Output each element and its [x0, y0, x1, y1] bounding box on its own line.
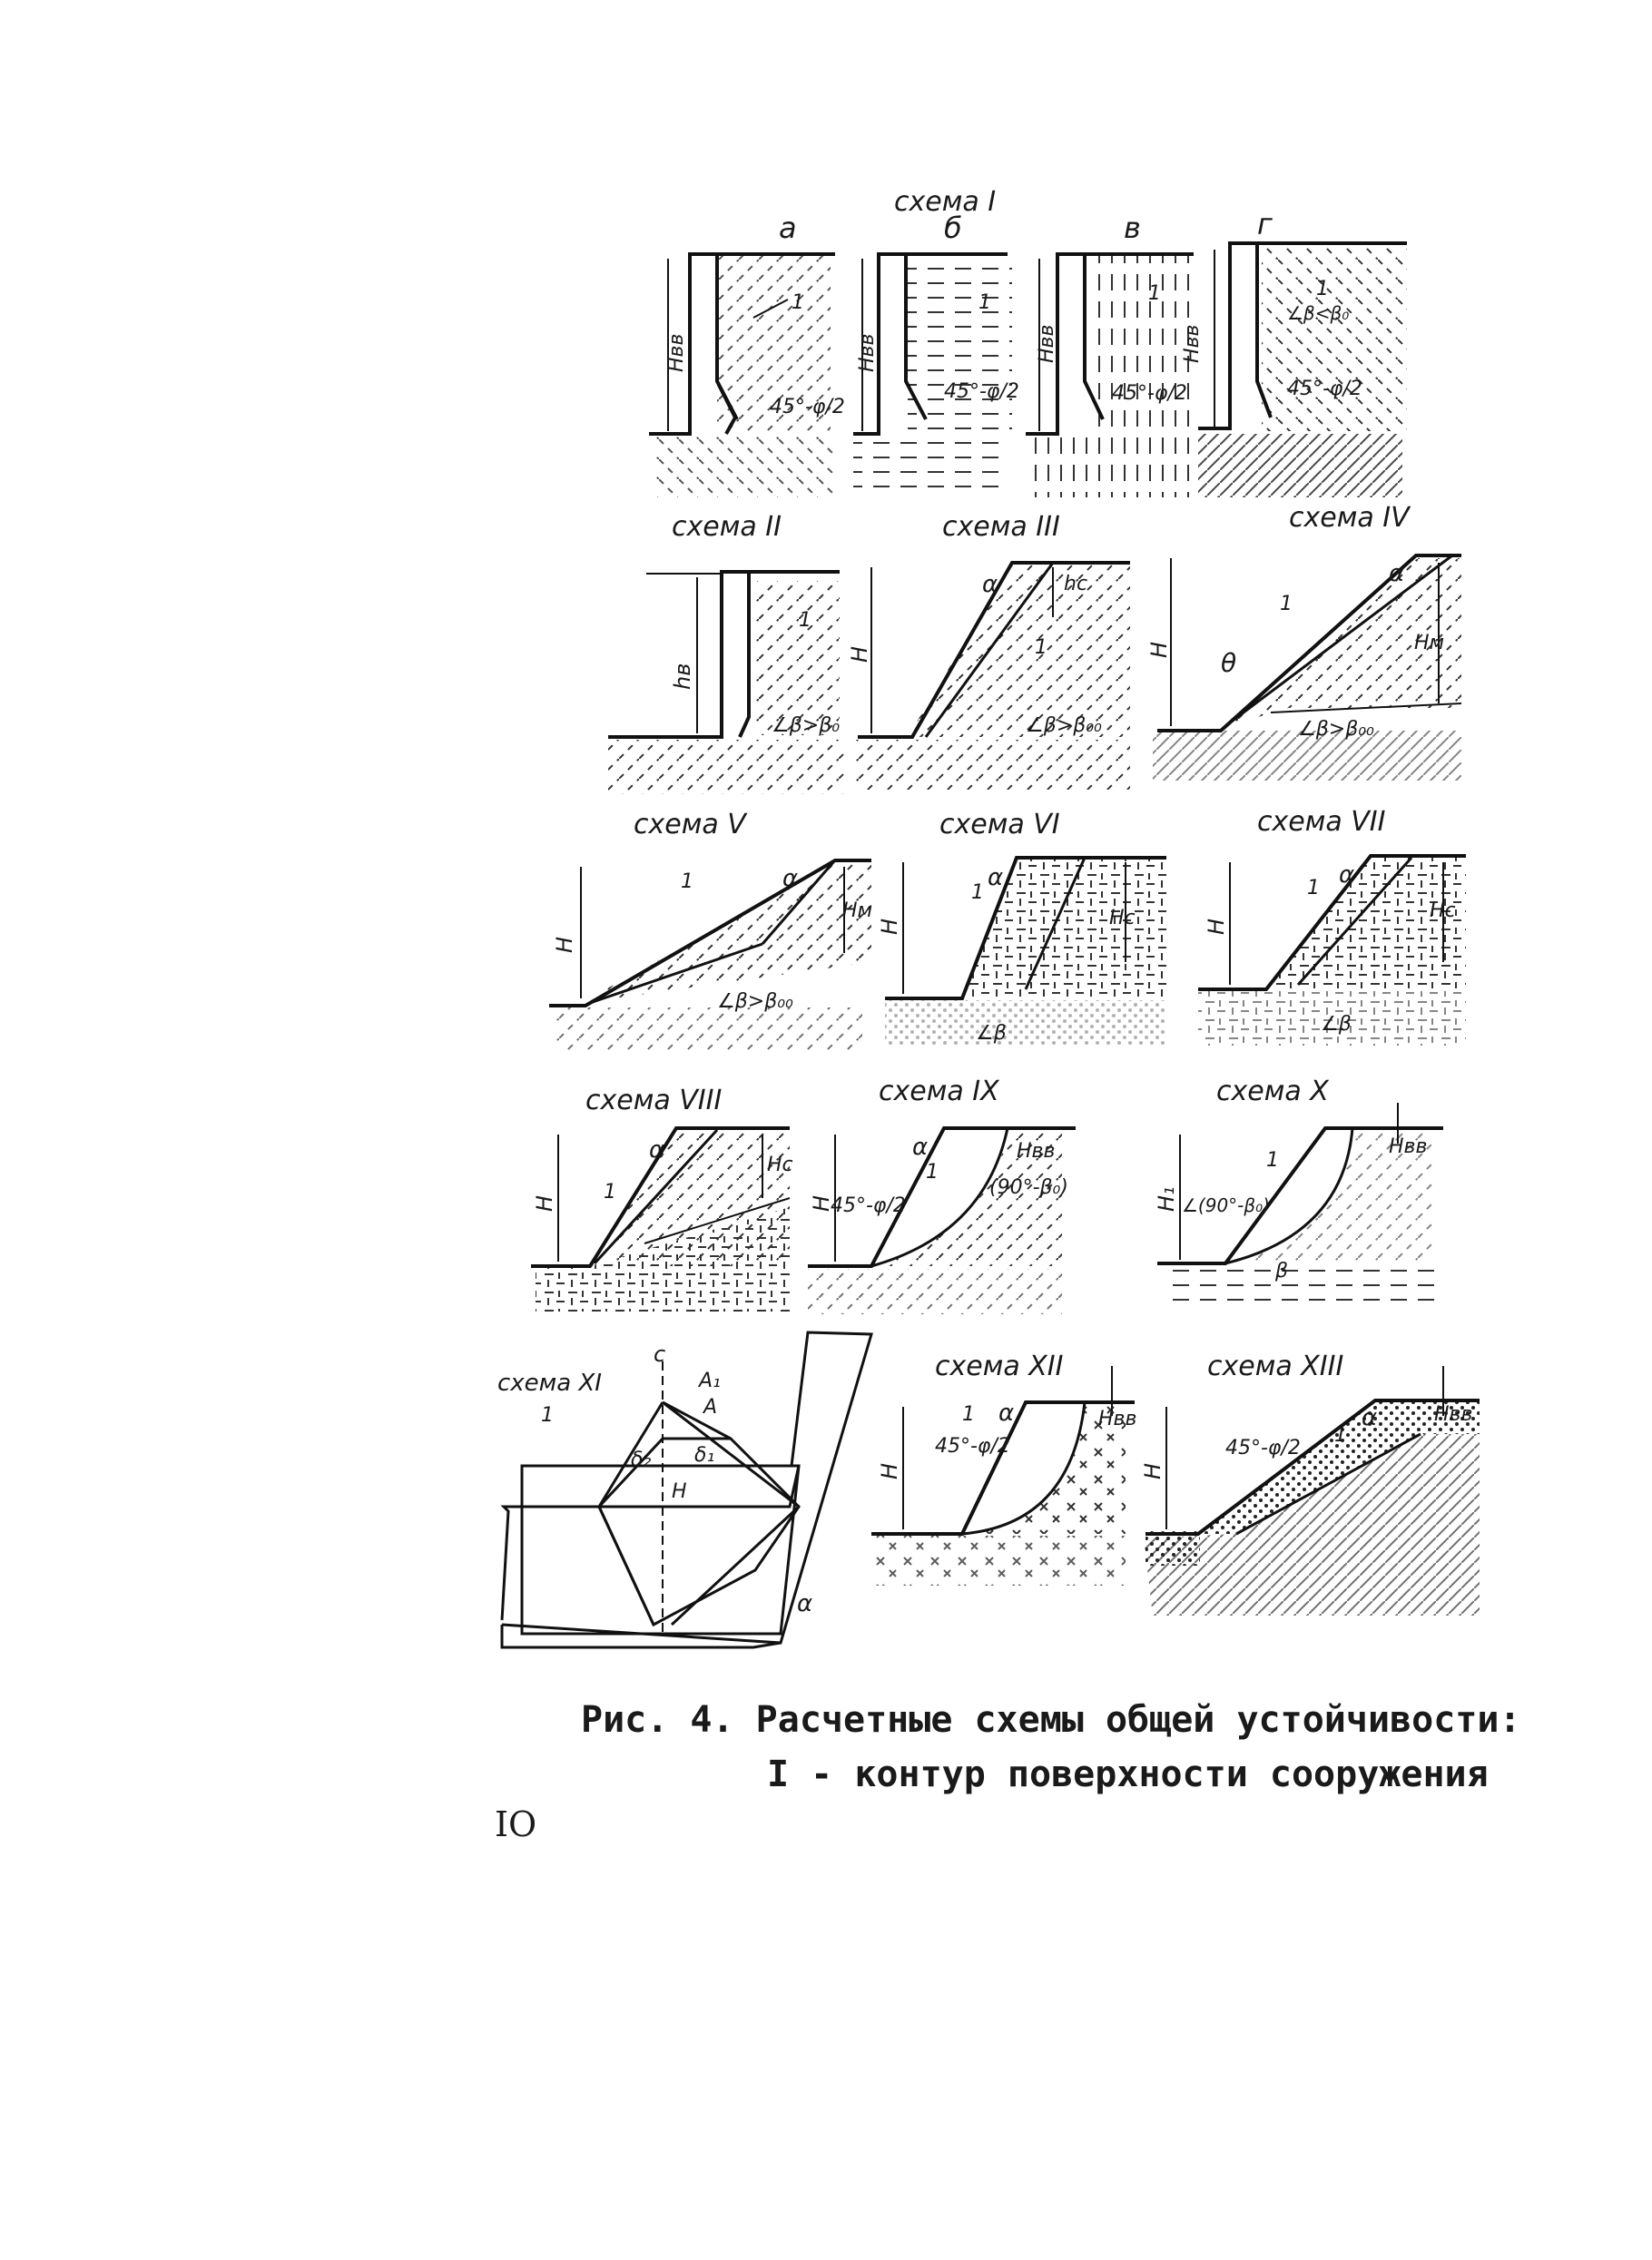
scheme-XII-hvv: Hвв — [1098, 1408, 1137, 1430]
scheme-IV-hm: Hм — [1414, 632, 1445, 654]
scheme-VIII-height: H — [532, 1194, 557, 1212]
scheme-I-a-angle: 45°-φ/2 — [770, 396, 845, 418]
scheme-XIII-height: H — [1140, 1462, 1165, 1479]
scheme-II — [608, 511, 844, 794]
scheme-I — [649, 186, 1407, 497]
scheme-II-contour: 1 — [799, 609, 811, 632]
scheme-IV-height: H — [1146, 641, 1172, 658]
scheme-VII-hc: Hс — [1430, 899, 1456, 922]
scheme-VI-angle: ∠β — [976, 1022, 1007, 1045]
scheme-I-a-contour: 1 — [792, 291, 804, 314]
scheme-I-a — [649, 211, 845, 497]
scheme-XI — [497, 1332, 871, 1647]
scheme-XI-contour: 1 — [541, 1404, 554, 1427]
scheme-I-v — [1026, 211, 1194, 497]
scheme-III — [847, 511, 1130, 790]
scheme-XII-angle: 45°-φ/2 — [935, 1435, 1010, 1458]
scheme-IX — [808, 1076, 1076, 1314]
scheme-III-hc: hc — [1064, 573, 1088, 595]
scheme-I-b-label: б — [944, 211, 962, 245]
scheme-IX-contour: 1 — [926, 1161, 939, 1184]
scheme-III-angle: ∠β>β₀₀ — [1026, 714, 1102, 737]
scheme-I-v-contour: 1 — [1148, 282, 1161, 305]
scheme-XIII — [1140, 1351, 1480, 1616]
scheme-V-alpha: α — [782, 865, 799, 892]
scheme-IX-hvv: Hвв — [1017, 1140, 1056, 1163]
scheme-I-g-label: г — [1257, 207, 1273, 241]
scheme-II-angle: ∠β>β₀ — [772, 714, 841, 737]
scheme-VI-title: схема VI — [939, 809, 1060, 840]
scheme-IX-angle2: (90°-β₀) — [989, 1176, 1068, 1199]
scheme-XIII-angle: 45°-φ/2 — [1225, 1437, 1301, 1459]
scheme-I-b — [853, 211, 1019, 497]
scheme-IV-theta: θ — [1221, 648, 1237, 678]
scheme-X — [1154, 1076, 1443, 1312]
scheme-X-hvv: Hвв — [1389, 1135, 1428, 1158]
scheme-X-contour: 1 — [1266, 1149, 1279, 1172]
scheme-X-title: схема X — [1216, 1076, 1329, 1107]
scheme-VII-height: H — [1204, 918, 1229, 935]
scheme-I-b-height: Hвв — [856, 333, 879, 372]
scheme-I-v-label: в — [1124, 211, 1141, 245]
scheme-VIII — [531, 1085, 793, 1312]
scheme-IV-angle: ∠β>β₀₀ — [1298, 718, 1374, 741]
scheme-IX-alpha: α — [912, 1134, 929, 1161]
scheme-IX-title: схема IX — [879, 1076, 999, 1107]
scheme-IV-alpha: α — [1389, 560, 1405, 587]
scheme-VIII-hc: Hс — [767, 1154, 793, 1176]
scheme-IX-height: H — [809, 1194, 834, 1212]
scheme-VI-contour: 1 — [971, 881, 984, 904]
scheme-XII-height: H — [877, 1462, 902, 1479]
scheme-XII — [871, 1351, 1136, 1586]
scheme-XII-title: схема XII — [935, 1351, 1064, 1382]
scheme-I-v-height: Hвв — [1036, 324, 1058, 363]
scheme-XI-d2: δ₂ — [631, 1449, 652, 1471]
scheme-I-v-angle: 45°-φ/2 — [1112, 382, 1187, 405]
scheme-V-height: H — [552, 936, 577, 953]
scheme-I-title: схема I — [894, 186, 997, 218]
scheme-XIII-hvv: Hвв — [1434, 1403, 1473, 1426]
scheme-XI-A: A — [703, 1396, 718, 1419]
scheme-VII — [1198, 806, 1466, 1046]
scheme-III-height: H — [847, 645, 872, 663]
scheme-I-g-height: Hвв — [1181, 324, 1204, 363]
scheme-I-b-angle: 45°-φ/2 — [944, 380, 1019, 403]
scheme-VI-hc: Hс — [1109, 907, 1136, 929]
scheme-I-g-contour: 1 — [1316, 278, 1329, 300]
scheme-X-angle1: ∠(90°-β₀) — [1182, 1194, 1270, 1216]
scheme-XI-title: схема XI — [497, 1370, 602, 1397]
figure-caption-line2: I - контур поверхности сооружения — [767, 1754, 1489, 1795]
scheme-V-contour: 1 — [681, 870, 693, 893]
scheme-V — [549, 809, 872, 1053]
scheme-III-contour: 1 — [1035, 636, 1047, 659]
scheme-I-g-angle: 45°-φ/2 — [1287, 378, 1362, 400]
scheme-VI-height: H — [877, 918, 902, 935]
scheme-XII-contour: 1 — [962, 1403, 975, 1426]
scheme-V-angle: ∠β>β₀₀ — [717, 990, 793, 1013]
scheme-VII-title: схема VII — [1257, 806, 1386, 838]
scheme-VII-angle: ∠β — [1321, 1013, 1352, 1036]
scheme-I-b-contour: 1 — [978, 291, 991, 314]
page-number: IO — [495, 1804, 537, 1844]
scheme-XI-d1: δ₁ — [694, 1444, 715, 1467]
scheme-IV — [1146, 502, 1461, 781]
scheme-X-height: H₁ — [1154, 1186, 1179, 1212]
figure-caption-line1: Рис. 4. Расчетные схемы общей устойчивости: — [581, 1699, 1521, 1741]
scheme-V-title: схема V — [634, 809, 746, 840]
scheme-I-g-angle-beta: ∠β<β₀ — [1287, 302, 1350, 324]
scheme-XI-c: c — [654, 1341, 666, 1367]
scheme-XI-h: H — [672, 1480, 687, 1503]
scheme-III-alpha: α — [982, 571, 998, 598]
scheme-XIII-title: схема XIII — [1207, 1351, 1344, 1382]
scheme-VII-alpha: α — [1339, 861, 1355, 889]
scheme-XII-alpha: α — [998, 1400, 1015, 1427]
scheme-III-title: схема III — [942, 511, 1060, 543]
scheme-VIII-title: схема VIII — [585, 1085, 723, 1116]
scheme-I-g — [1181, 207, 1407, 497]
scheme-I-a-label: а — [779, 211, 797, 245]
scheme-XIII-alpha: α — [1362, 1404, 1378, 1431]
scheme-XI-alpha: α — [797, 1590, 813, 1617]
scheme-V-hm: Hм — [842, 899, 873, 922]
scheme-VIII-alpha: α — [649, 1136, 665, 1164]
scheme-XIII-contour: 1 — [1334, 1424, 1347, 1447]
scheme-IV-contour: 1 — [1280, 593, 1293, 615]
scheme-VI-alpha: α — [988, 864, 1004, 891]
scheme-XI-A1: A₁ — [699, 1370, 721, 1392]
scheme-IX-angle1: 45°-φ/2 — [831, 1194, 906, 1217]
scheme-VII-contour: 1 — [1307, 877, 1320, 899]
scheme-VIII-contour: 1 — [604, 1181, 616, 1204]
scheme-I-a-height: Hвв — [665, 333, 688, 372]
scheme-II-title: схема II — [672, 511, 782, 543]
scheme-VI — [877, 809, 1166, 1046]
scheme-II-height: hв — [670, 663, 695, 690]
scheme-IV-title: схема IV — [1289, 502, 1410, 534]
scheme-X-angle2: β — [1275, 1260, 1289, 1282]
